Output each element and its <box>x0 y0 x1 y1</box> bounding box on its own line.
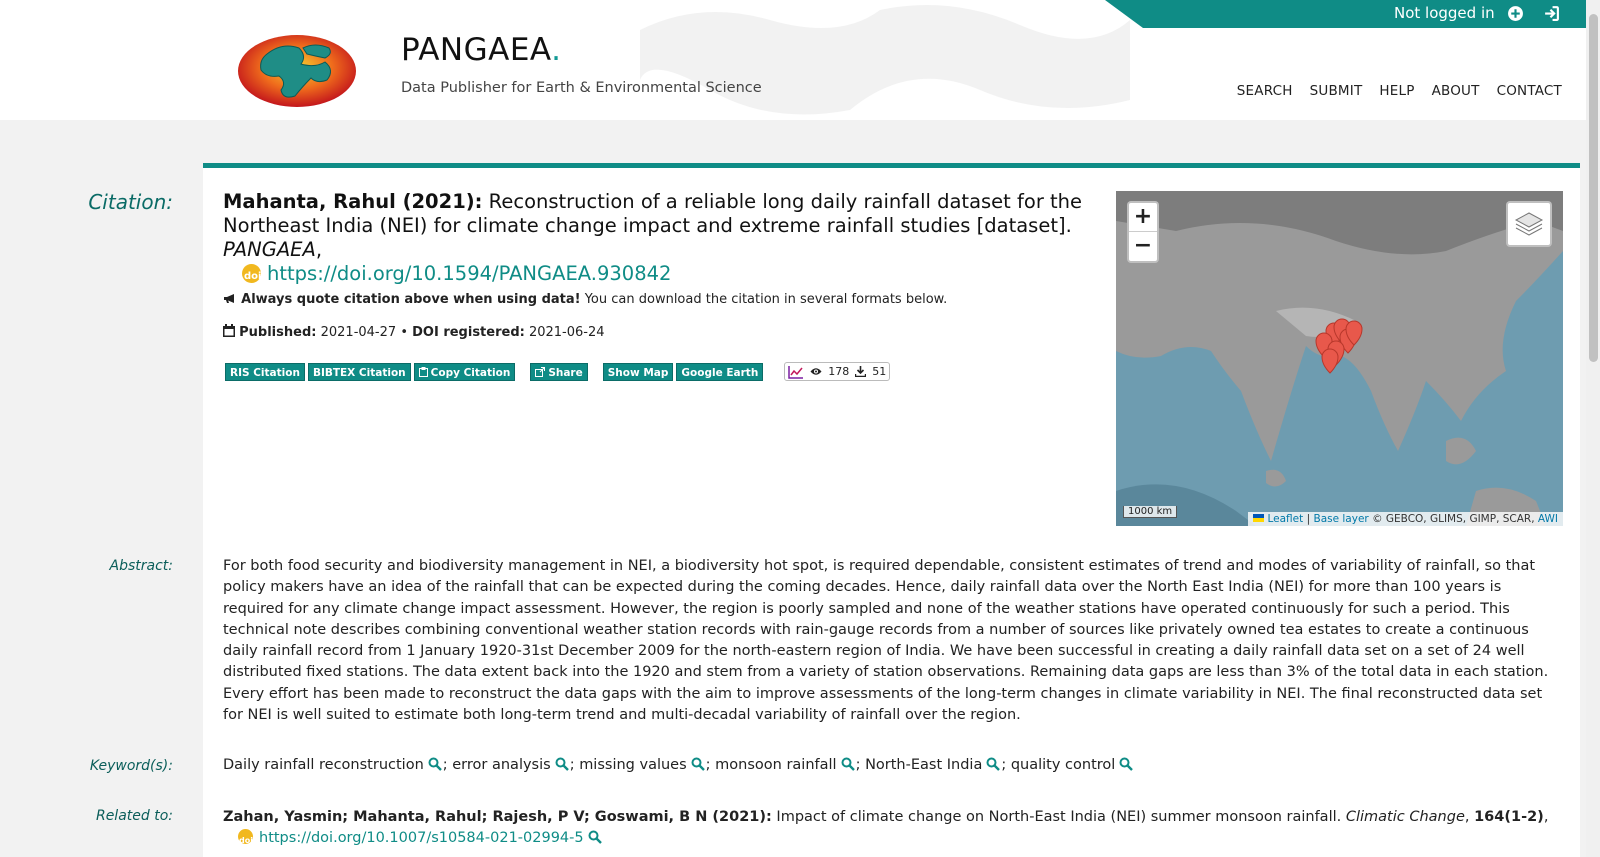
location-map[interactable] <box>1116 191 1563 526</box>
publication-dates <box>223 324 605 340</box>
calendar-icon <box>223 324 235 337</box>
related-doi-link[interactable]: https://doi.org/10.1007/s10584-021-02994-5 <box>259 830 584 846</box>
station-markers[interactable] <box>1116 191 1563 526</box>
ris-citation-button[interactable]: RIS Citation <box>225 363 305 381</box>
citation-comma: , <box>315 238 323 261</box>
notice-bold: Always quote citation above when using data! <box>241 292 581 307</box>
related-label: Related to: <box>95 808 173 824</box>
copy-citation-button[interactable]: Copy Citation <box>414 363 516 381</box>
download-count: 51 <box>872 365 887 378</box>
search-icon[interactable] <box>555 757 569 771</box>
clipboard-icon <box>419 367 428 377</box>
layers-button[interactable] <box>1506 201 1552 247</box>
keyword-item: North-East India <box>865 757 983 773</box>
abstract-text: For both food security and biodiversity management in NEI, a biodiversity hot spot, is required dependable, consistent estimates of trend and modes of variability of rainfall, so that policy makers have an idea of the rainfall that can be expected during the coming decades. Hence, daily rainfall data over the North East India (NEI) for more than 100 years is required for any climate change impact assessment. However, the region is poorly sampled and none of the weather stations have operated continuously for such a period. This technical note describes combining conventional weather station records with rain-gauge records from a number of sources like privately owned tea estates to create a continuous daily rainfall record from 1 January 1920-31st December 2009 for the north-eastern region of India. We have been successful in creating a daily rainfall data set on a set of 24 well distributed fixed stations. The data extent back into the 1920 and stem from a variety of station observations. Remaining data gaps are less than 3% of the total data in each station. Every effort has been made to reconstruct the data gaps with the aim to improve assessments of the long-term changes in climate variability in NEI. The final reconstructed data set for NEI is well suited to estimate both long-term trend and multi-decadal variability of rainfall over the region. <box>223 558 1549 724</box>
keywords-list: Daily rainfall reconstruction ; error analysis ; missing values ; monsoon rainfall ; North-East India ; quality control <box>223 757 1134 773</box>
citation-notice <box>223 292 947 307</box>
search-icon[interactable] <box>428 757 442 771</box>
keyword-item: Daily rainfall reconstruction <box>223 757 424 773</box>
citation-doi-link[interactable]: https://doi.org/10.1594/PANGAEA.930842 <box>267 262 672 285</box>
keyword-item: error analysis <box>452 757 551 773</box>
nav-about[interactable]: ABOUT <box>1431 83 1480 99</box>
nav-help[interactable]: HELP <box>1379 83 1415 99</box>
doi-icon: doi <box>238 829 253 844</box>
google-earth-button[interactable]: Google Earth <box>676 363 763 381</box>
eye-icon <box>810 367 822 376</box>
published-label: Published: <box>239 325 317 340</box>
zoom-in-button[interactable]: + <box>1129 203 1157 232</box>
abstract-label: Abstract: <box>109 558 173 574</box>
search-icon[interactable] <box>691 757 705 771</box>
citation-doi-line <box>242 262 1103 286</box>
scrollbar-thumb[interactable] <box>1589 14 1598 362</box>
map-attribution: Leaflet | Base layer © GEBCO, GLIMS, GIMP, SCAR, AWI <box>1248 512 1563 526</box>
doi-icon: doi <box>242 264 261 283</box>
citation-text <box>223 190 1103 286</box>
show-map-button[interactable]: Show Map <box>603 363 674 381</box>
keyword-item: missing values <box>579 757 687 773</box>
zoom-out-button[interactable]: − <box>1133 233 1153 258</box>
keyword-item: monsoon rainfall <box>715 757 837 773</box>
login-status: Not logged in <box>1394 4 1495 22</box>
world-map-background <box>620 0 1140 120</box>
awi-link[interactable]: AWI <box>1537 513 1558 525</box>
nav-contact[interactable]: CONTACT <box>1496 83 1562 99</box>
chart-line-icon <box>788 365 804 379</box>
search-icon[interactable] <box>841 757 855 771</box>
plus-circle-icon[interactable] <box>1507 5 1524 22</box>
keyword-item: quality control <box>1010 757 1116 773</box>
search-icon[interactable] <box>588 830 602 844</box>
main-nav <box>1237 83 1562 99</box>
share-icon <box>535 367 545 377</box>
nav-search[interactable]: SEARCH <box>1236 83 1293 99</box>
published-date: 2021-04-27 <box>320 325 397 340</box>
base-layer-link[interactable]: Base layer <box>1313 513 1369 525</box>
related-doi-line <box>238 828 1563 849</box>
doi-registered-date: 2021-06-24 <box>528 325 605 340</box>
site-tagline: Data Publisher for Earth & Environmental Science <box>401 80 762 96</box>
notice-text: You can download the citation in several formats below. <box>580 292 948 307</box>
sign-in-icon[interactable] <box>1543 5 1560 22</box>
related-journal: Climatic Change <box>1345 809 1465 825</box>
search-icon[interactable] <box>986 757 1000 771</box>
related-title: Impact of climate change on North-East India (NEI) summer monsoon rainfall. <box>771 809 1346 825</box>
ukraine-flag-icon <box>1253 514 1264 522</box>
related-citation: Zahan, Yasmin; Mahanta, Rahul; Rajesh, P V; Goswami, B N (2021): Impact of climate change on North-East India (NEI) summer monsoon rainfall. Climatic Change, 164(1-2), doi https://doi.org/10.1007/s10584-021-02994-5 <box>223 807 1563 849</box>
action-buttons <box>225 362 890 381</box>
nav-submit[interactable]: SUBMIT <box>1309 83 1363 99</box>
doi-registered-label: DOI registered: <box>412 325 525 340</box>
site-header <box>0 0 1586 120</box>
zoom-control <box>1127 201 1159 263</box>
site-title[interactable]: PANGAEA. <box>401 32 562 68</box>
download-icon <box>855 366 866 377</box>
date-separator: • <box>400 325 408 340</box>
layers-icon <box>1508 203 1550 245</box>
pangaea-logo[interactable] <box>237 34 357 108</box>
view-count: 178 <box>828 365 850 378</box>
bullhorn-icon <box>223 293 237 304</box>
citation-authors: Mahanta, Rahul (2021): <box>223 190 483 213</box>
leaflet-link[interactable]: Leaflet <box>1267 513 1304 525</box>
share-button[interactable]: Share <box>530 363 587 381</box>
brand-dot: . <box>551 32 562 68</box>
usage-stats[interactable] <box>784 362 890 381</box>
related-volume: 164(1-2) <box>1474 809 1544 825</box>
map-scale: 1000 km <box>1123 506 1177 518</box>
search-icon[interactable] <box>1119 757 1133 771</box>
citation-title: Reconstruction of a reliable long daily rainfall dataset for the Northeast India (NEI) for climate change impact and extreme rainfall studies [dataset]. <box>223 190 1083 237</box>
citation-label: Citation: <box>88 190 173 214</box>
keywords-label: Keyword(s): <box>89 758 173 774</box>
bibtex-citation-button[interactable]: BIBTEX Citation <box>308 363 411 381</box>
citation-publisher: PANGAEA <box>223 238 316 261</box>
related-authors: Zahan, Yasmin; Mahanta, Rahul; Rajesh, P V; Goswami, B N (2021): <box>223 809 772 825</box>
